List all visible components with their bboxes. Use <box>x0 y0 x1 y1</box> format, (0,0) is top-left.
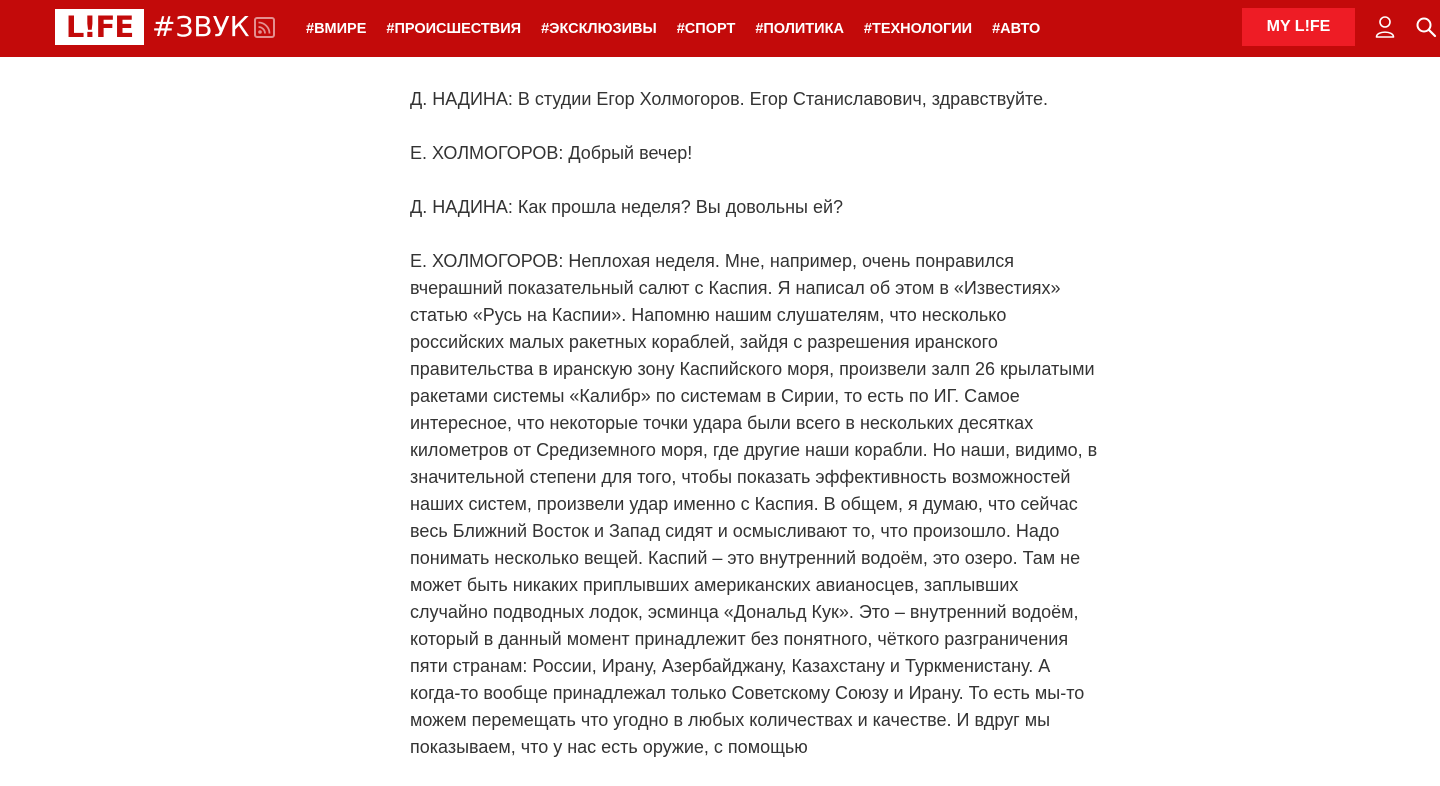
nav-item-incidents[interactable]: #ПРОИСШЕСТВИЯ <box>386 20 522 37</box>
main-nav <box>306 0 1060 57</box>
nav-item-exclusives[interactable]: #ЭКСКЛЮЗИВЫ <box>541 20 657 37</box>
article-paragraph: Д. НАДИНА: Как прошла неделя? Вы довольны ей? <box>410 197 844 217</box>
nav-item-vmire[interactable]: #ВМИРЕ <box>306 20 367 37</box>
my-life-button[interactable]: MY L!FE <box>1242 8 1355 46</box>
article-paragraph: Д. НАДИНА: В студии Егор Холмогоров. Егор Станиславович, здравствуйте. <box>410 89 1049 109</box>
nav-item-sport[interactable]: #СПОРТ <box>676 20 736 37</box>
rss-icon[interactable] <box>254 17 275 38</box>
site-logo[interactable]: L!FE <box>55 9 144 45</box>
search-icon[interactable] <box>1414 15 1438 39</box>
article-paragraph: Е. ХОЛМОГОРОВ: Добрый вечер! <box>410 143 693 163</box>
section-title[interactable]: #ЗВУК <box>152 10 250 43</box>
article-body <box>410 86 1100 786</box>
nav-item-technology[interactable]: #ТЕХНОЛОГИИ <box>863 20 973 37</box>
article-paragraph: Е. ХОЛМОГОРОВ: Неплохая неделя. Мне, например, очень понравился вчерашний показательный салют с Каспия. Я написал об этом в «Известиях» статью «Русь на Каспии». Напомню нашим слушателям, что несколько российских малых ракетных кораблей, зайдя с разрешения иранского правительства в иранскую зону Каспийского моря, произвели залп 26 крылатыми ракетами системы «Калибр» по системам в Сирии, то есть по ИГ. Самое интересное, что некоторые точки удара были всего в нескольких десятках километров от Средиземного моря, где другие наши корабли. Но наши, видимо, в значительной степени для того, чтобы показать эффективность возможностей наших систем, произвели удар именно с Каспия. В общем, я думаю, что сейчас весь Ближний Восток и Запад сидят и осмысливают то, что произошло. Надо понимать несколько вещей. Каспий – это внутренний водоём, это озеро. Там не может быть никаких приплывших американских авианосцев, заплывших случайно подводных лодок, эсминца «Дональд Кук». Это – внутренний водоём, который в данный момент принадлежит без понятного, чёткого разграничения пяти странам: России, Ирану, Азербайджану, Казахстану и Туркменистану. А когда-то вообще принадлежал только Советскому Союзу и Ирану. То есть мы-то можем перемещать что угодно в любых количествах и качестве. И вдруг мы показываем, что у нас есть оружие, с помощью <box>410 251 1098 757</box>
nav-item-auto[interactable]: #АВТО <box>992 20 1041 37</box>
nav-item-politics[interactable]: #ПОЛИТИКА <box>755 20 844 37</box>
user-icon[interactable] <box>1374 15 1396 39</box>
site-header <box>0 0 1440 57</box>
